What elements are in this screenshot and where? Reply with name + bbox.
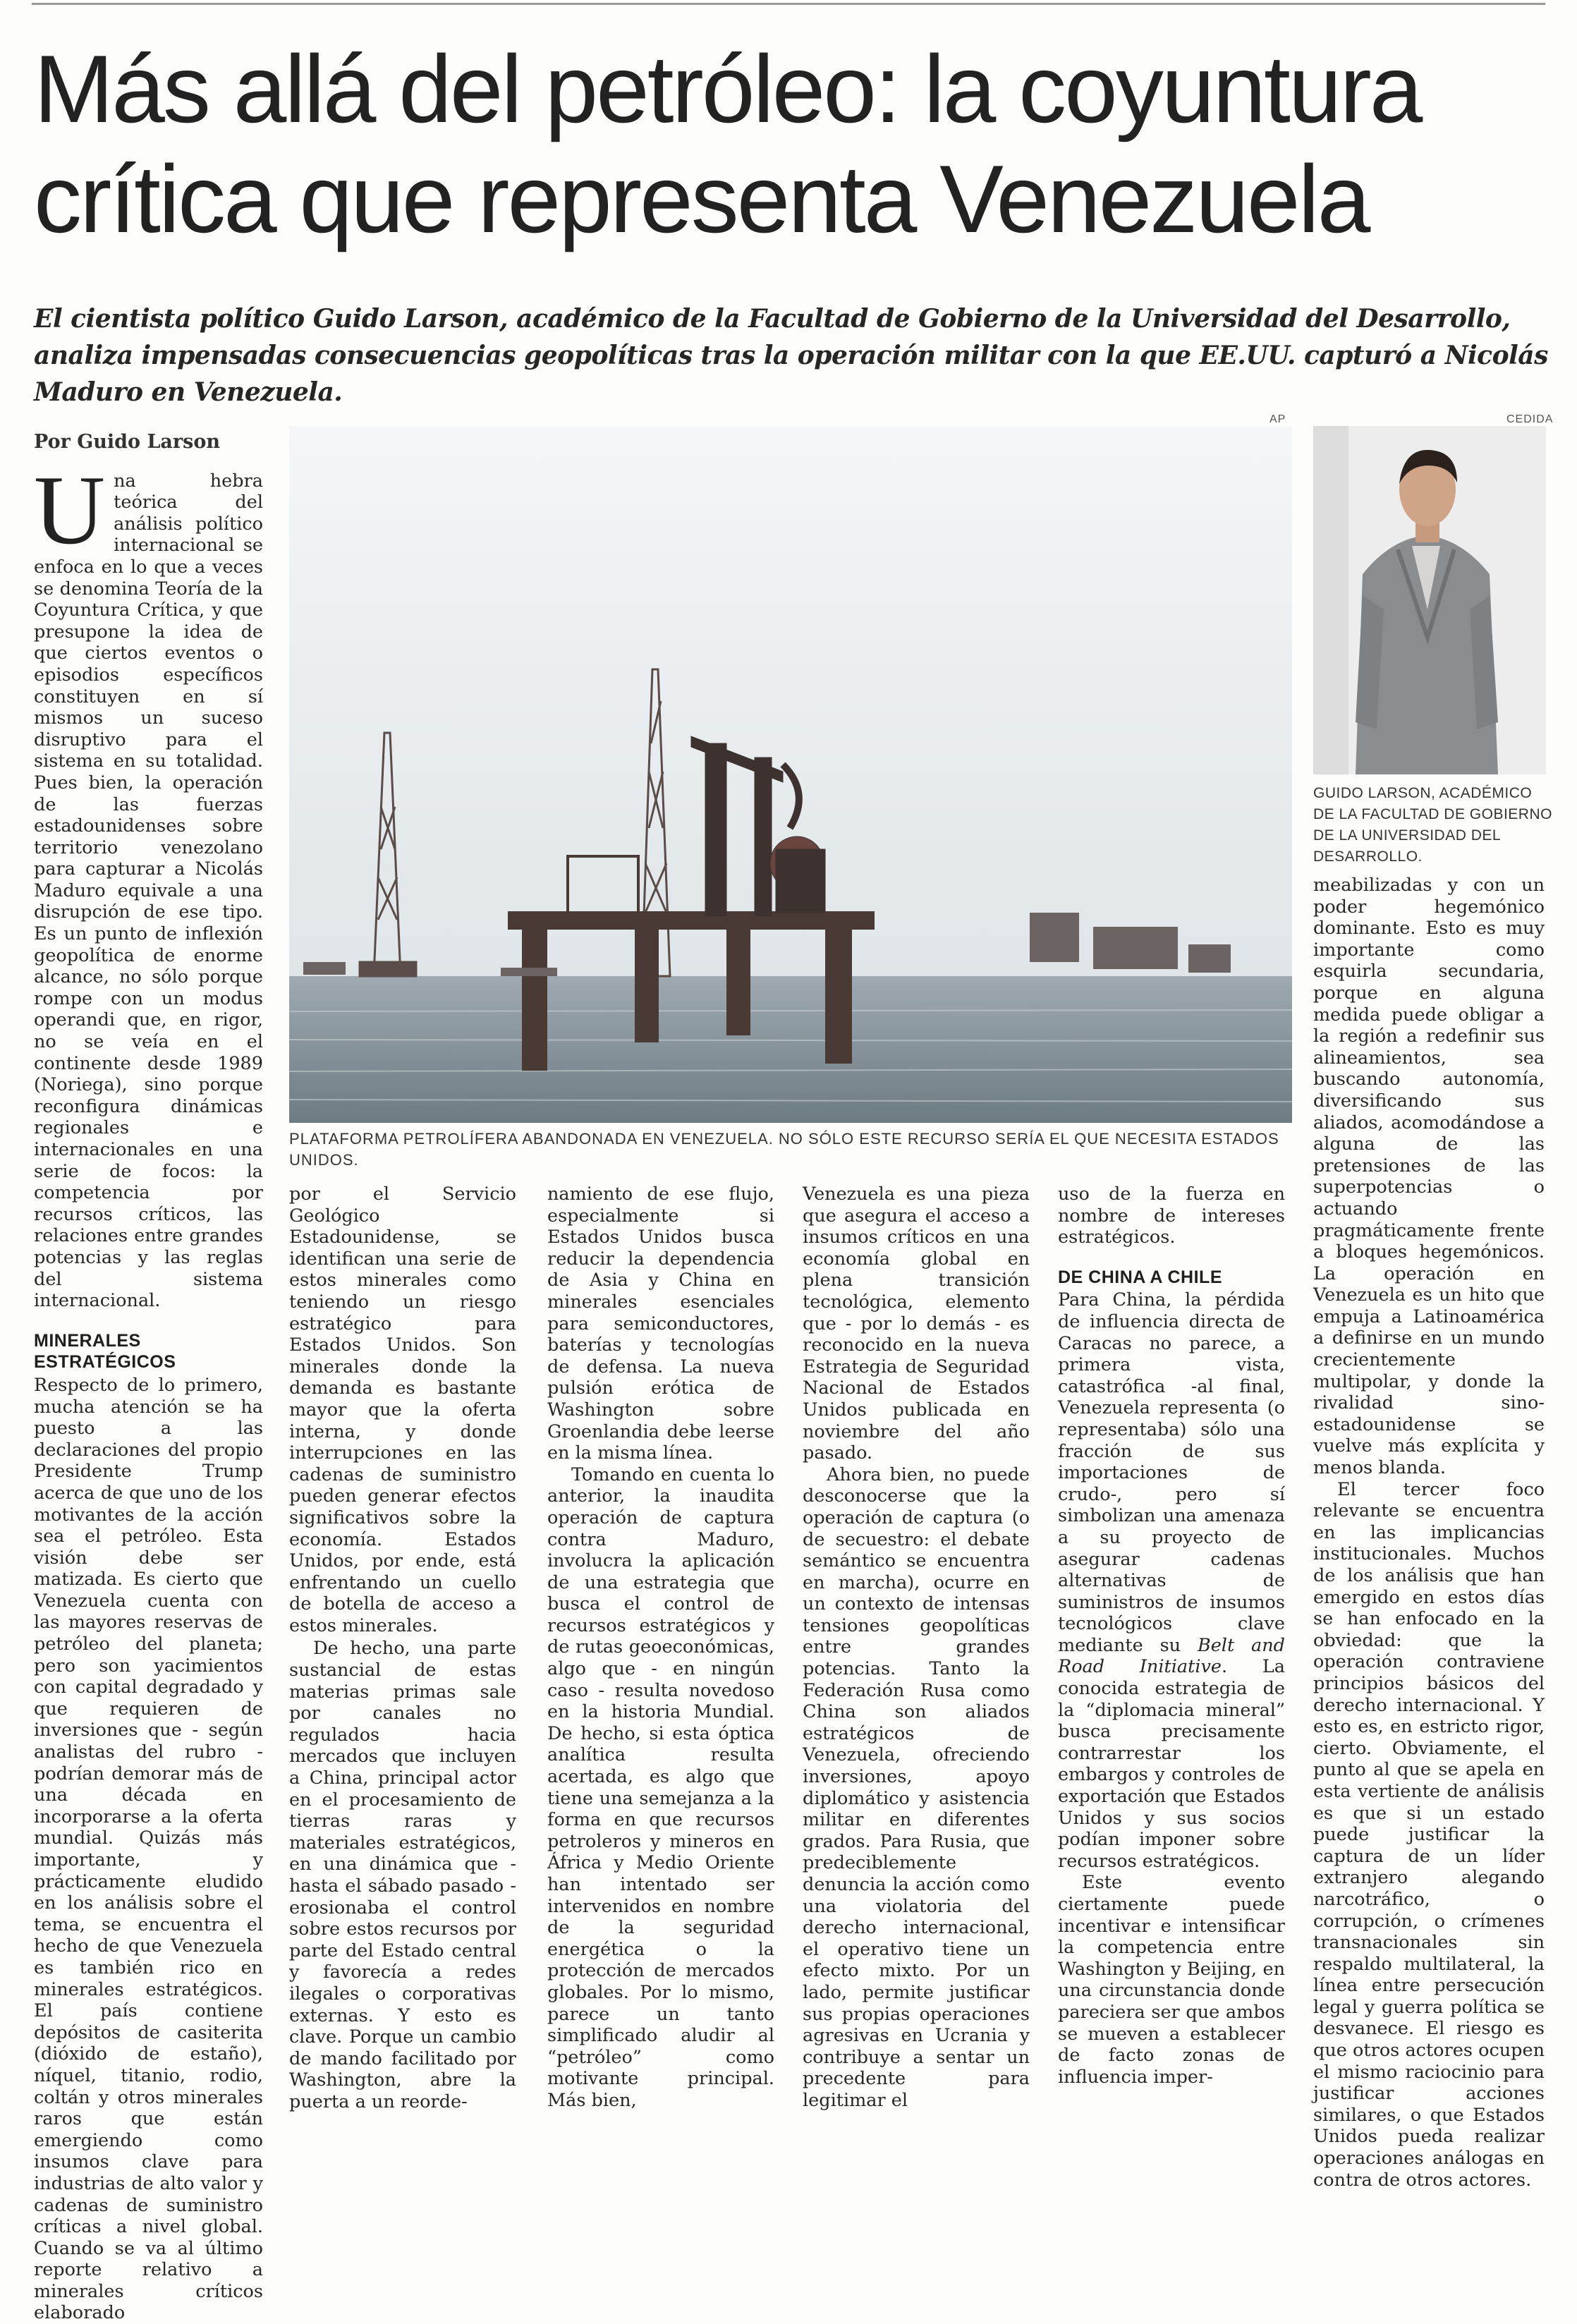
column-3: [547, 1184, 774, 2112]
headline: Más allá del petróleo: la coyuntura crítica que representa Venezuela: [34, 35, 1421, 253]
paragraph: namiento de ese flujo, especialmente si Estados Unidos busca reducir la dependencia de Asia y China en minerales esenciales para semiconductores, baterías y tecnologías de defensa. La nueva pulsión erótica de Washington sobre Groenlandia debe leerse en la misma línea.: [547, 1184, 774, 1464]
paragraph: Ahora bien, no puede desconocerse que la operación de captura (o de secuestro: el debate semántico se encuentra en marcha), ocurre en un contexto de intensas tensiones geopolíticas entre grandes potencias. Tanto la Federación Rusa como China son aliados estratégicos de Venezuela, ofreciendo inversiones, apoyo diplomático y asistencia militar en diferentes grados. Para Rusia, que predeciblemente denuncia la acción como una violatoria del derecho internacional, el operativo tiene un efecto mixto. Por un lado, permite justificar sus propias operaciones agresivas en Ucrania y contribuye a sentar un precedente para legitimar el: [803, 1464, 1030, 2111]
column-1: [34, 432, 263, 2324]
dek: El cientista político Guido Larson, académico de la Facultad de Gobierno de la Universidad del Desarrollo, analiza impensadas consecuencias geopolíticas tras la operación militar con la que EE.UU. capturó a Nicolás Maduro en Venezuela.: [34, 304, 1548, 407]
column-6: [1313, 875, 1545, 2191]
column-5: [1058, 1184, 1285, 2088]
paragraph: por el Servicio Geológico Estadounidense, se identifican una serie de estos minerales como teniendo un riesgo estratégico para Estados Unidos. Son minerales donde la demanda es bastante mayor que la oferta interna, y donde interrupciones en las cadenas de suministro pueden generar efectos significativos sobre la economía. Estados Unidos, por ende, está enfrentando un cuello de botella de acceso a estos minerales.: [289, 1184, 516, 1636]
column-2: [289, 1184, 516, 2113]
byline: Por Guido Larson: [34, 431, 220, 453]
paragraph: El tercer foco relevante se encuentra en las implicancias institucionales. Muchos de los análisis que han emergido en estos días se han enfocado en la obviedad: que la operación contraviene principios básicos del derecho internacional. Y esto es, en estricto rigor, cierto. Obviamente, el punto al que se apela en esta vertiente de análisis es que si un estado puede justificar la captura de un líder extranjero alegando narcotráfico, o corrupción, o crímenes transnacionales sin respaldo multilateral, la línea entre persecución legal y guerra política se desvanece. El riesgo es que otros actores ocupen el mismo raciocinio para justificar acciones similares, o que Estados Unidos pueda realizar operaciones análogas en contra de otros actores.: [1313, 1478, 1545, 2191]
paragraph: Para China, la pérdida de influencia directa de Caracas no parece, a primera vista, catastrófica -al final, Venezuela representa (o representaba) sólo una fracción de sus importaciones de crudo-, pero sí simbolizan una amenaza a su proyecto de asegurar cadenas alternativas de suministros de insumos tecnológicos clave mediante su Belt and Road Initiative. La conocida estrategia de la “diplomacia mineral” busca precisamente contrarrestar los embargos y controles de exportación que Estados Unidos y sus socios podían imponer sobre recursos estratégicos.: [1058, 1289, 1285, 1872]
paragraph: meabilizadas y con un poder hegemónico dominante. Esto es muy importante como esquirla secundaria, porque en alguna medida puede obligar a la región a redefinir sus alineamientos, sea buscando autonomía, diversificando sus aliados, acomodándose a alguna de las pretensiones de las superpotencias o actuando pragmáticamente frente a bloques hegemónicos. La operación en Venezuela es un hito que empuja a Latinoamérica a definirse en un mundo crecientemente multipolar, y donde la rivalidad sino-estadounidense se vuelve más explícita y menos blanda.: [1313, 875, 1545, 1479]
photo-caption-main: PLATAFORMA PETROLÍFERA ABANDONADA EN VENEZUELA. NO SÓLO ESTE RECURSO SERÍA EL QUE NECESITA ESTADOS UNIDOS.: [289, 1130, 1279, 1169]
photo-caption-portrait: GUIDO LARSON, ACADÉMICO DE LA FACULTAD DE GOBIERNO DE LA UNIVERSIDAD DEL DESARROLLO.: [1313, 785, 1552, 865]
photo-credit-portrait: CEDIDA: [1506, 413, 1554, 425]
photo-credit-main: AP: [1269, 413, 1286, 425]
subhead-china-chile: DE CHINA A CHILE: [1058, 1267, 1222, 1287]
oil-platform-photo: [289, 426, 1292, 1123]
subhead-minerales: MINERALES ESTRATÉGICOS: [34, 1330, 176, 1373]
paragraph: Respecto de lo primero, mucha atención se ha puesto a las declaraciones del propio Presidente Trump acerca de que uno de los motivantes de la acción sea el petróleo. Esta visión debe ser matizada. Es cierto que Venezuela cuenta con las mayores reservas de petróleo del planeta; pero son yacimientos con capital degradado y que requieren de inversiones que - según analistas del rubro - podrían demorar más de una década en incorporarse a la oferta mundial. Quizás más importante, y prácticamente eludido en los análisis sobre el tema, se encuentra el hecho de que Venezuela es también rico en minerales estratégicos. El país contiene depósitos de casiterita (dióxido de estaño), níquel, titanio, rodio, coltán y otros minerales raros que están emergiendo como insumos clave para industrias de alto valor y cadenas de suministro críticas a nivel global. Cuando se va al último reporte relativo a minerales críticos elaborado: [34, 1374, 263, 2324]
paragraph: Este evento ciertamente puede incentivar e intensificar la competencia entre Washington y Beijing, en una circunstancia donde pareciera ser que ambos se mueven a establecer de facto zonas de influencia imper-: [1058, 1872, 1285, 2088]
paragraph: De hecho, una parte sustancial de estas materias primas sale por canales no regulados hacia mercados que incluyen a China, principal actor en el procesamiento de tierras raras y materiales estratégicos, en una dinámica que - hasta el sábado pasado - erosionaba el control sobre estos recursos por parte del Estado central y favorecía a redes ilegales o corporativas externas. Y esto es clave. Porque un cambio de mando facilitado por Washington, abre la puerta a un reorde-: [289, 1638, 516, 2112]
drop-cap: U: [34, 455, 106, 565]
paragraph: Venezuela es una pieza que asegura el acceso a insumos críticos en una economía global en plena transición tecnológica, elemento que - por lo demás - es reconocido en la nueva Estrategia de Seguridad Nacional de Estados Unidos publicada en noviembre del año pasado.: [803, 1184, 1030, 1464]
column-4: [803, 1184, 1030, 2112]
paragraph: uso de la fuerza en nombre de intereses estratégicos.: [1058, 1184, 1285, 1248]
portrait-photo: [1313, 426, 1546, 774]
intro-paragraph: Una hebra teórica del análisis político internacional se enfoca en lo que a veces se denomina Teoría de la Coyuntura Crítica, y que presupone la idea de que ciertos eventos o episodios específicos constituyen en sí mismos un suceso disruptivo para el sistema en su totalidad. Pues bien, la operación de las fuerzas estadounidenses sobre territorio venezolano para capturar a Nicolás Maduro equivale a una disrupción de ese tipo. Es un punto de inflexión geopolítica de enorme alcance, no sólo porque rompe con un modus operandi que, en rigor, no se veía en el continente desde 1989 (Noriega), sino porque reconfigura dinámicas regionales e internacionales en una serie de focos: la competencia por recursos críticos, las relaciones entre grandes potencias y las reglas del sistema internacional.: [34, 455, 263, 1312]
top-rule: [32, 3, 1545, 5]
paragraph: Tomando en cuenta lo anterior, la inaudita operación de captura contra Maduro, involucra la aplicación de una estrategia que busca el control de recursos estratégicos y de rutas geoeconómicas, algo que - en ningún caso - resulta novedoso en la historia Mundial. De hecho, si esta óptica analítica resulta acertada, es algo que tiene una semejanza a la forma en que recursos petroleros y mineros en África y Medio Oriente han intentado ser intervenidos en nombre de la seguridad energética o la protección de mercados globales. Por lo mismo, parece un tanto simplificado aludir al “petróleo” como motivante principal. Más bien,: [547, 1464, 774, 2111]
